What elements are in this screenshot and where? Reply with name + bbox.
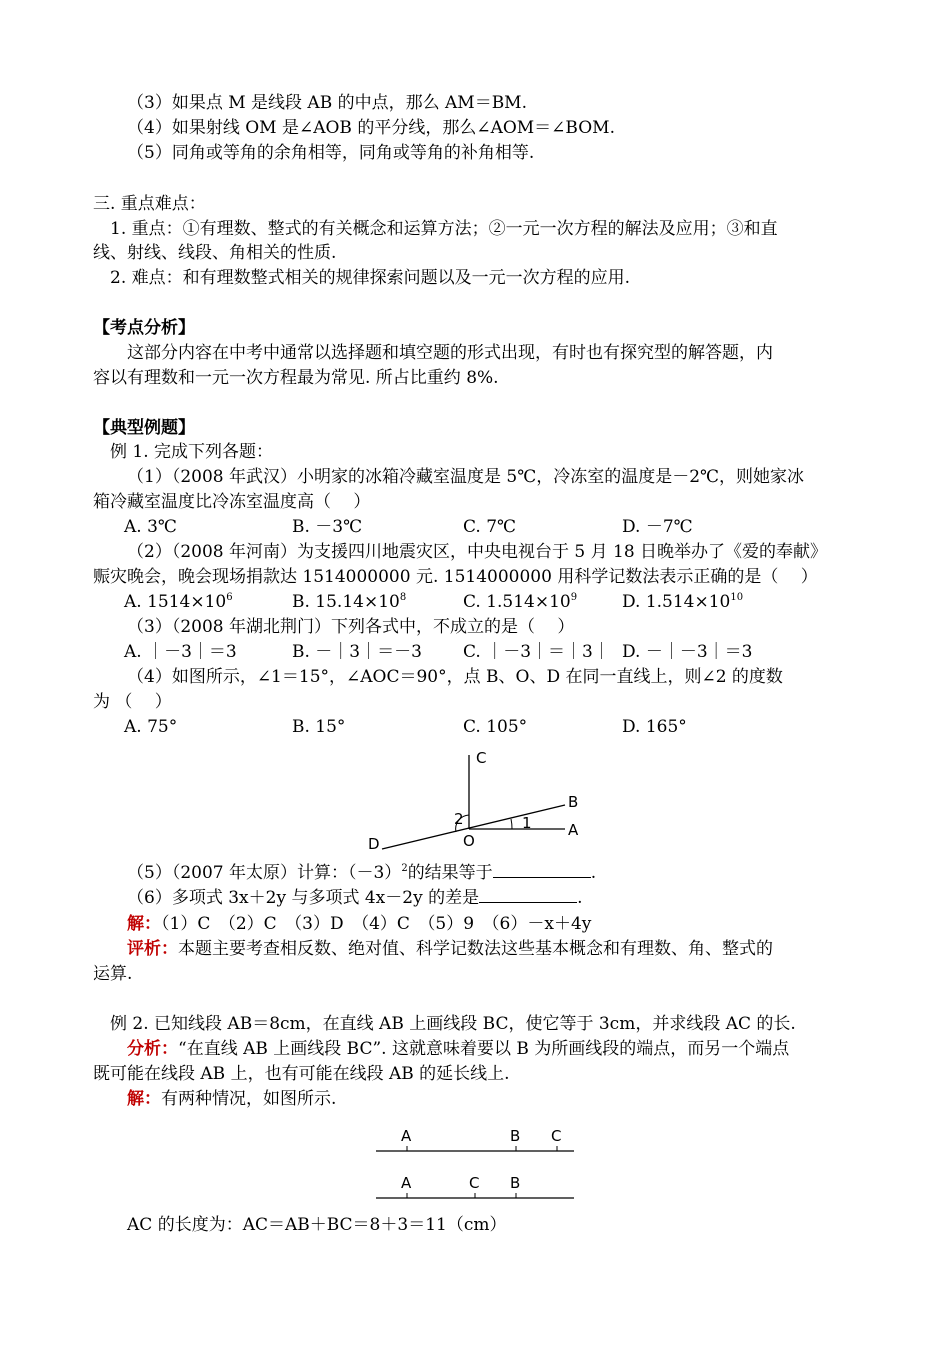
example2-analysis-line2: 既可能在线段 AB 上，也有可能在线段 AB 的延长线上. (93, 1064, 510, 1084)
point-c-label: C (476, 749, 487, 767)
comment-1-line2: 运算. (93, 964, 133, 984)
example2-solution: 解：有两种情况，如图所示. (127, 1089, 337, 1109)
comment-1-line1: 评析：本题主要考查相反数、绝对值、科学记数法这些基本概念和有理数、角、整式的 (127, 939, 773, 959)
q3-line1: （3）（2008 年湖北荆门）下列各式中，不成立的是（ ） (127, 617, 575, 637)
q1-option-a: A. 3℃ (124, 517, 177, 537)
analysis-heading: 【考点分析】 (93, 318, 195, 338)
example2-analysis-line1: 分析：“在直线 AB 上画线段 BC”. 这就意味着要以 B 为所画线段的端点，而另一个端点 (127, 1039, 790, 1059)
angle-2-label: 2 (454, 810, 464, 828)
key-points-line2: 线、射线、线段、角相关的性质. (93, 243, 337, 263)
difficult-points: 2. 难点：和有理数整式相关的规律探索问题以及一元一次方程的应用. (110, 268, 631, 288)
key-points-line1: 1. 重点：①有理数、整式的有关概念和运算方法；②一元一次方程的解法及应用；③和直 (110, 219, 778, 239)
property-5: （5）同角或等角的余角相等，同角或等角的补角相等. (127, 143, 535, 163)
case2-label-c: C (469, 1174, 480, 1192)
property-3: （3）如果点 M 是线段 AB 的中点，那么 AM＝BM. (127, 93, 527, 113)
q2-line2: 赈灾晚会，晚会现场捐款达 1514000000 元. 1514000000 用科学记数法表示正确的是（ ） (93, 567, 818, 587)
case1-label-c: C (551, 1127, 562, 1145)
q2-option-a: A. $1514\times 10^6$ (124, 592, 233, 612)
case2-label-b: B (510, 1174, 521, 1192)
q4-line2: 为 （ ） (93, 692, 172, 712)
examples-heading: 【典型例题】 (93, 418, 195, 438)
angle-figure (360, 745, 600, 855)
q2-option-c: C. $1.514\times 10^9$ (463, 592, 578, 612)
q5-line: （5）（2007 年太原）计算：$(-3)^2$的结果等于 . (127, 863, 597, 883)
point-b-label: B (568, 793, 579, 811)
section3-heading: 三. 重点难点： (93, 194, 206, 214)
q4-line1: （4）如图所示，∠1＝15°，∠AOC＝90°，点 B、O、D 在同一直线上，则∠2 的度数 (127, 667, 783, 687)
example2-title: 例 2. 已知线段 AB＝8cm，在直线 AB 上画线段 BC，使它等于 3cm，并求线段 AC 的长. (110, 1014, 796, 1034)
q1-line2: 箱冷藏室温度比冷冻室温度高（ ） (93, 492, 371, 512)
q2-line1: （2）（2008 年河南）为支援四川地震灾区，中央电视台于 5 月 18 日晚举办了《爱的奉献》 (127, 542, 828, 562)
q1-option-b: B. －3℃ (292, 517, 363, 537)
q4-option-c: C. 105° (463, 717, 528, 737)
angle-1-label: 1 (522, 814, 532, 832)
point-d-label: D (368, 835, 380, 853)
q4-option-b: B. 15° (292, 717, 346, 737)
q3-option-c: C. ｜－3｜＝｜3｜ (463, 642, 610, 662)
point-o-label: O (463, 832, 475, 850)
q4-option-a: A. 75° (124, 717, 178, 737)
q1-line1: （1）（2008 年武汉）小明家的冰箱冷藏室温度是 5℃，冷冻室的温度是－2℃，则她家冰 (127, 467, 805, 487)
q3-option-a: A. ｜－3｜＝3 (124, 642, 237, 662)
analysis-line2: 容以有理数和一元一次方程最为常见. 所占比重约 8%. (93, 368, 499, 388)
example2-result: AC 的长度为：AC＝AB＋BC＝8＋3＝11（cm） (127, 1215, 507, 1235)
case2-label-a: A (401, 1174, 412, 1192)
q3-option-d: D. －｜－3｜＝3 (622, 642, 753, 662)
q3-option-b: B. －｜3｜＝－3 (292, 642, 422, 662)
point-a-label: A (568, 821, 579, 839)
property-4: （4）如果射线 OM 是∠AOB 的平分线，那么∠AOM＝∠BOM. (127, 118, 615, 138)
example1-title: 例 1. 完成下列各题： (110, 442, 274, 462)
q4-option-d: D. 165° (622, 717, 687, 737)
angle-1-arc (511, 819, 512, 829)
q5-answer-blank[interactable] (493, 861, 591, 878)
q6-line: （6）多项式 3x＋2y 与多项式 4x－2y 的差是 . (127, 888, 583, 908)
case1-label-a: A (401, 1127, 412, 1145)
q1-option-d: D. －7℃ (622, 517, 693, 537)
solution-1: 解：（1）C （2）C （3）D （4）C （5）9 （6）－x＋4y (127, 914, 592, 934)
q2-option-d: D. $1.514\times 10^{10}$ (622, 592, 744, 612)
q2-option-b: B. $15.14\times 10^8$ (292, 592, 407, 612)
analysis-line1: 这部分内容在中考中通常以选择题和填空题的形式出现，有时也有探究型的解答题，内 (127, 343, 773, 363)
q6-answer-blank[interactable] (479, 886, 577, 903)
segment-figure (370, 1120, 580, 1205)
case1-label-b: B (510, 1127, 521, 1145)
q1-option-c: C. 7℃ (463, 517, 517, 537)
